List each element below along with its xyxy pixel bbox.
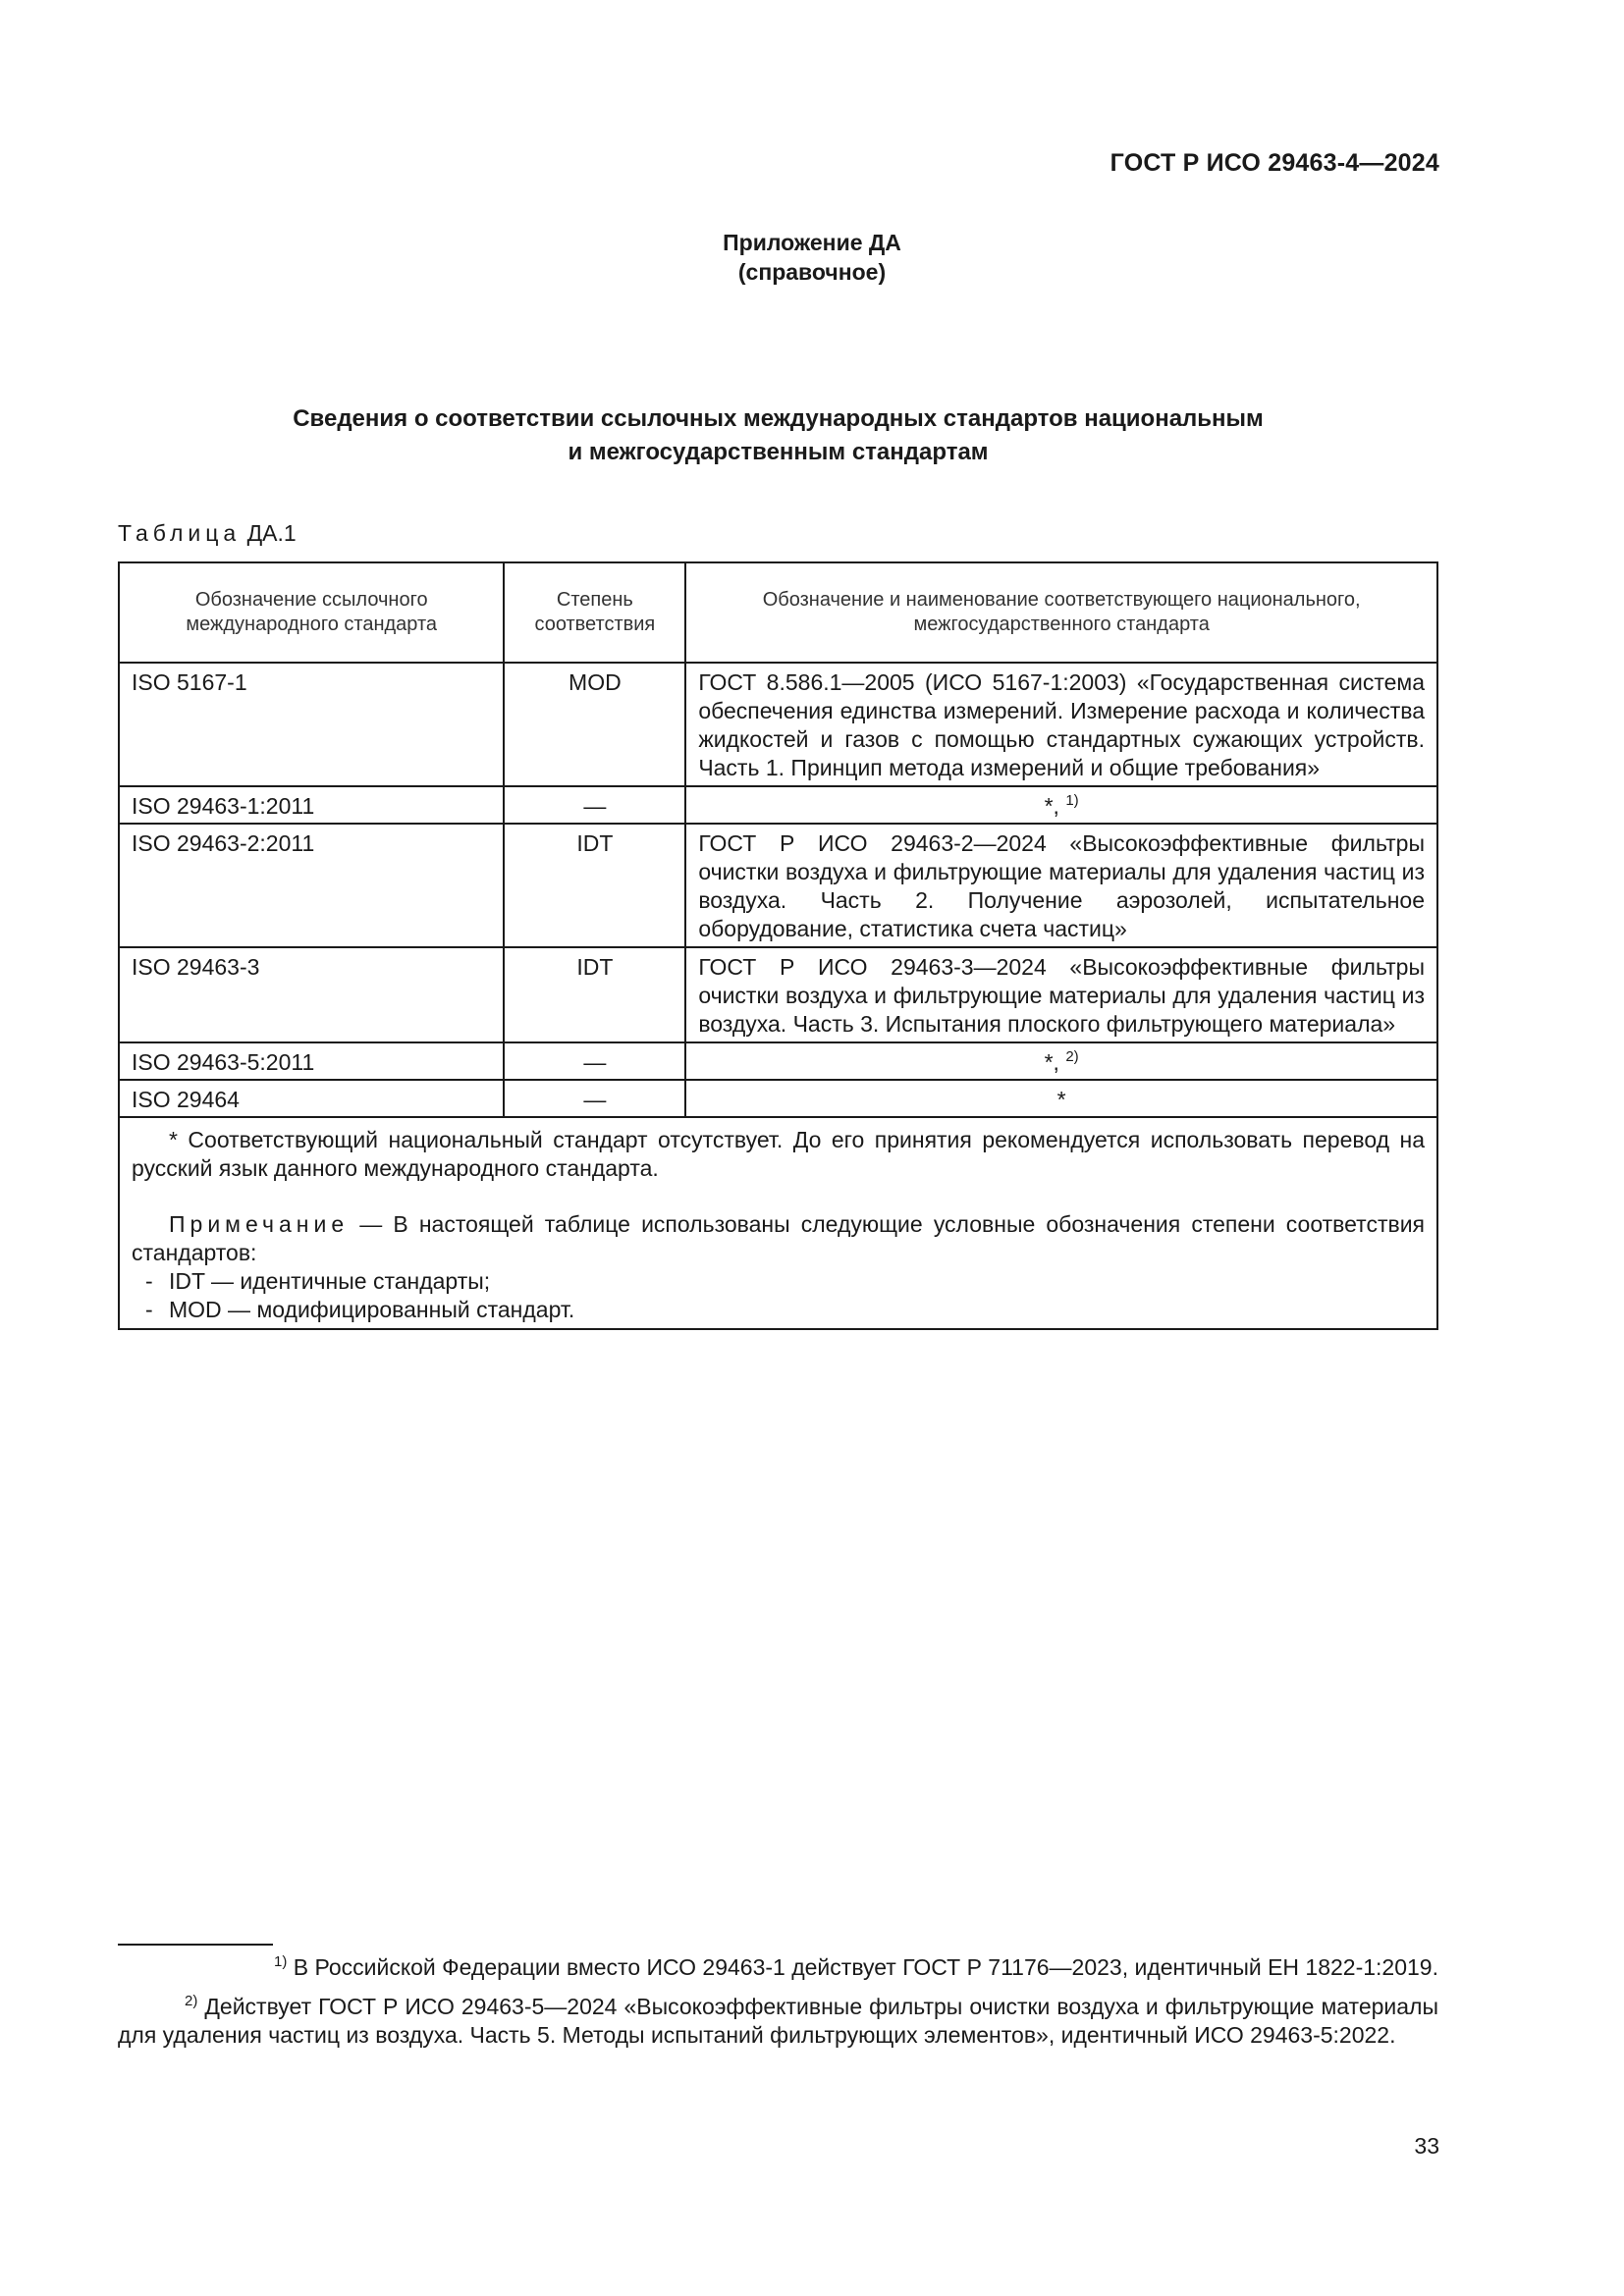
list-item-text: MOD — модифицированный стандарт.: [169, 1297, 575, 1322]
table-notes: [119, 1117, 1437, 1329]
footnote-ref: 2): [1065, 1048, 1079, 1065]
footnote-2: [118, 1993, 1438, 2050]
asterisk-mark: *,: [1044, 1049, 1059, 1075]
dash-marker: -: [145, 1297, 153, 1322]
page-number: 33: [1414, 2133, 1439, 2159]
section-title-line-2: и межгосударственным стандартам: [568, 439, 989, 465]
cell-description: ГОСТ 8.586.1—2005 (ИСО 5167-1:2003) «Государственная система обеспечения единства измерений. Измерение расхода и количества жидкостей и газов с помощью стандартных сужающих устройств. Часть 1. Принцип метода измерений и общие требования»: [685, 663, 1437, 786]
appendix-heading: [0, 228, 1624, 287]
list-item: [132, 1296, 1425, 1324]
cell-code: ISO 29463-2:2011: [119, 824, 504, 947]
cell-degree: —: [504, 786, 685, 824]
cell-code: ISO 29463-3: [119, 947, 504, 1042]
cell-code: ISO 29463-1:2011: [119, 786, 504, 824]
cell-description: [685, 1042, 1437, 1080]
header-international-standard: Обозначение ссылочного международного стандарта: [119, 562, 504, 663]
cell-description: ГОСТ Р ИСО 29463-2—2024 «Высокоэффективные фильтры очистки воздуха и фильтрующие материалы для удаления частиц из воздуха. Часть 2. Получение аэрозолей, испытательное оборудование, статистика счета частиц»: [685, 824, 1437, 947]
note-paragraph: [132, 1210, 1425, 1267]
footnote-ref: 1): [1065, 792, 1079, 809]
header-degree: Степень соответствия: [504, 562, 685, 663]
footnote-text: В Российской Федерации вместо ИСО 29463-1 действует ГОСТ Р 71176—2023, идентичный ЕН 1822-1:2019.: [287, 1954, 1438, 1980]
table-row: [119, 663, 1437, 786]
cell-degree: —: [504, 1042, 685, 1080]
cell-code: ISO 29463-5:2011: [119, 1042, 504, 1080]
cell-degree: MOD: [504, 663, 685, 786]
cell-description: [685, 1080, 1437, 1117]
section-title-line-1: Сведения о соответствии ссылочных международных стандартов национальным: [293, 405, 1264, 432]
cell-degree: IDT: [504, 947, 685, 1042]
asterisk-mark: *,: [1044, 793, 1059, 819]
table-label: [118, 520, 297, 547]
cell-degree: —: [504, 1080, 685, 1117]
footnote-text: Действует ГОСТ Р ИСО 29463-5—2024 «Высокоэффективные фильтры очистки воздуха и фильтрующие материалы для удаления частиц из воздуха. Часть 5. Методы испытаний фильтрующих элементов», идентичный ИСО 29463-5:2022.: [118, 1994, 1438, 2048]
cell-code: ISO 29464: [119, 1080, 504, 1117]
table-row: [119, 947, 1437, 1042]
cell-description: ГОСТ Р ИСО 29463-3—2024 «Высокоэффективные фильтры очистки воздуха и фильтрующие материалы для удаления частиц из воздуха. Часть 3. Испытания плоского фильтрующего материала»: [685, 947, 1437, 1042]
footnote-1: [118, 1953, 1438, 1982]
table-label-number: ДА.1: [246, 520, 297, 546]
table-row: [119, 786, 1437, 824]
document-id: ГОСТ Р ИСО 29463-4—2024: [1110, 149, 1439, 177]
note-text: — В настоящей таблице использованы следующие условные обозначения степени соответствия стандартов:: [132, 1211, 1425, 1265]
list-item: [132, 1267, 1425, 1296]
table-row: [119, 1080, 1437, 1117]
cell-description: [685, 786, 1437, 824]
asterisk-note: * Соответствующий национальный стандарт отсутствует. До его принятия рекомендуется использовать перевод на русский язык данного международного стандарта.: [132, 1127, 1425, 1181]
table-row: [119, 1042, 1437, 1080]
note-word: Примечание: [169, 1211, 350, 1237]
dash-marker: -: [145, 1268, 153, 1294]
appendix-subtitle: (справочное): [737, 259, 887, 285]
footnote-mark: 1): [274, 1953, 288, 1970]
cell-degree: IDT: [504, 824, 685, 947]
list-item-text: IDT — идентичные стандарты;: [169, 1268, 491, 1294]
asterisk-mark: *: [1056, 1087, 1066, 1112]
footnote-separator: [118, 1944, 273, 1946]
header-national-standard: Обозначение и наименование соответствующего национального, межгосударственного стандарта: [685, 562, 1437, 663]
appendix-title: Приложение ДА: [723, 230, 901, 255]
cell-code: ISO 5167-1: [119, 663, 504, 786]
table-label-word: Таблица: [118, 520, 242, 546]
table-header-row: [119, 562, 1437, 663]
table-row: [119, 824, 1437, 947]
footnote-mark: 2): [185, 1993, 198, 2009]
table-notes-row: [119, 1117, 1437, 1329]
correspondence-table: [118, 561, 1438, 1330]
section-title: [118, 402, 1438, 469]
